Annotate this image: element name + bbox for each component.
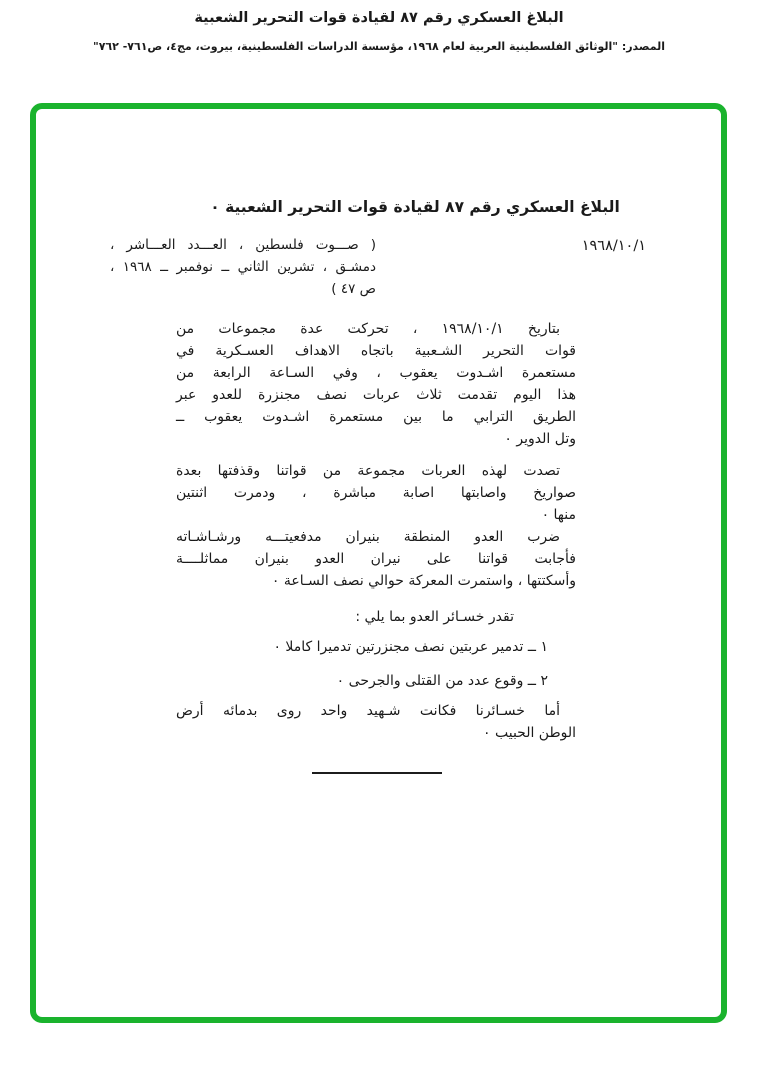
text-line: مستعمرة اشـدوت يعقوب ، وفي السـاعة الرابعة من bbox=[176, 365, 576, 381]
closing-paragraph bbox=[176, 700, 576, 744]
page-title: البلاغ العسكري رقم ٨٧ لقيادة قوات التحرير الشعبية bbox=[194, 10, 564, 26]
document-body bbox=[176, 318, 576, 744]
text-line: الطريق الترابي ما بين مستعمرة اشـدوت يعقوب ــ bbox=[176, 409, 576, 425]
text-line: منها ٠ bbox=[541, 507, 576, 523]
body-paragraph-2 bbox=[176, 460, 576, 526]
document-title: البلاغ العسكري رقم ٨٧ لقيادة قوات التحرير الشعبية ٠ bbox=[210, 198, 620, 216]
text-line: قوات التحرير الشـعبية باتجاه الاهداف العسـكرية في bbox=[176, 343, 576, 359]
text-line: ١ ــ تدمير عربتين نصف مجنزرتين تدميرا كاملا ٠ bbox=[273, 639, 548, 655]
document-date: ١٩٦٨/١٠/١ bbox=[581, 238, 646, 254]
source-line: المصدر: "الوثائق الفلسطينية العربية لعام ١٩٦٨، مؤسسة الدراسات الفلسطينية، بيروت، مج٤، ص٧٦١- ٧٦٢" bbox=[92, 40, 666, 53]
text-line: صواريخ واصابتها اصابة مباشرة ، ودمرت اثنتين bbox=[176, 485, 576, 501]
text-line: ٢ ــ وقوع عدد من القتلى والجرحى ٠ bbox=[336, 673, 548, 689]
losses-list bbox=[176, 636, 548, 692]
text-line: ( صـــوت فلسطين ، العـــدد العـــاشر ، bbox=[110, 237, 376, 253]
losses-intro: تقدر خسـائر العدو بما يلي : bbox=[355, 609, 514, 625]
text-line: فأجابت قواتنا على نيران العدو بنيران مماثلــــة bbox=[176, 551, 576, 567]
text-line: أما خسـائرنا فكانت شـهيد واحد روى بدمائه أرض bbox=[176, 703, 560, 719]
text-line: هذا اليوم تقدمت ثلاث عربات نصف مجنزرة للعدو عبر bbox=[176, 387, 576, 403]
text-line: الوطن الحبيب ٠ bbox=[482, 725, 576, 741]
text-line: دمشـق ، تشرين الثاني ــ نوفمبر ــ ١٩٦٨ ، bbox=[110, 259, 376, 275]
citation-block bbox=[110, 234, 376, 300]
text-line: وتل الدوير ٠ bbox=[504, 431, 576, 447]
body-paragraph-3 bbox=[176, 526, 576, 592]
text-line: بتاريخ ١٩٦٨/١٠/١ ، تحركت عدة مجموعات من bbox=[176, 321, 560, 337]
text-line: وأسكتتها ، واستمرت المعركة حوالي نصف السـاعة ٠ bbox=[271, 573, 576, 589]
text-line: تصدت لهذه العربات مجموعة من قواتنا وقذفتها بعدة bbox=[176, 463, 560, 479]
text-line: ضرب العدو المنطقة بنيران مدفعيتـــه ورشـاشـاته bbox=[176, 529, 560, 545]
body-paragraph-1 bbox=[176, 318, 576, 450]
text-line: ص ٤٧ ) bbox=[331, 281, 376, 297]
divider-line bbox=[312, 772, 442, 774]
